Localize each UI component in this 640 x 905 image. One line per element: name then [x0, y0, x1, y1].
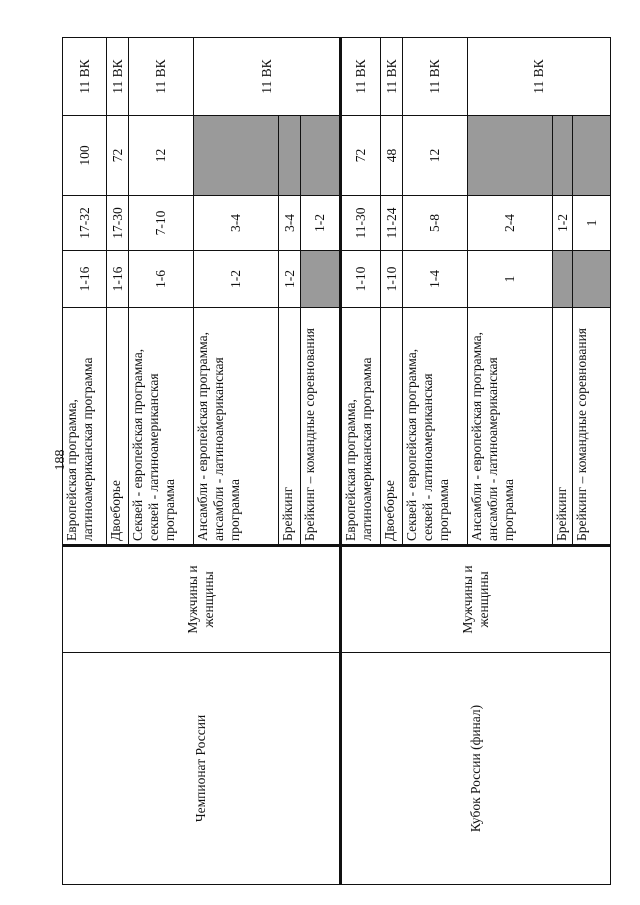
competition-name: Кубок России (финал): [341, 653, 611, 885]
rank: 11 ВК: [403, 38, 468, 116]
places-c2: 7-10: [129, 196, 194, 251]
quota: 72: [341, 116, 381, 196]
places-c1: [553, 251, 573, 308]
table-row: [341, 38, 381, 885]
quota: 12: [403, 116, 468, 196]
rank: 11 ВК: [381, 38, 403, 116]
quota: [194, 116, 279, 196]
discipline: Брейкинг: [553, 308, 573, 546]
places-c2: 3-4: [194, 196, 279, 251]
discipline: Европейская программа, латиноамериканская программа: [341, 308, 381, 546]
quota: 72: [107, 116, 129, 196]
quota: [573, 116, 611, 196]
discipline: Секвей - европейская программа, секвей - латиноамериканская программа: [403, 308, 468, 546]
places-c1: [301, 251, 341, 308]
discipline: Секвей - европейская программа, секвей - латиноамериканская программа: [129, 308, 194, 546]
rank: 11 ВК: [129, 38, 194, 116]
table-row: [63, 38, 107, 885]
places-c1: [573, 251, 611, 308]
places-c1: 1-10: [341, 251, 381, 308]
places-c2: 1: [573, 196, 611, 251]
places-c2: 17-30: [107, 196, 129, 251]
places-c1: 1-2: [279, 251, 301, 308]
quota: 12: [129, 116, 194, 196]
discipline: Европейская программа, латиноамериканская программа: [63, 308, 107, 546]
quota: [468, 116, 553, 196]
rank: 11 ВК: [468, 38, 611, 116]
discipline: Двоеборье: [381, 308, 403, 546]
quota: [553, 116, 573, 196]
places-c2: 3-4: [279, 196, 301, 251]
rotated-table-frame: [62, 38, 599, 885]
places-c1: 1-16: [107, 251, 129, 308]
places-c1: 1: [468, 251, 553, 308]
competition-name: Чемпионат России: [63, 653, 341, 885]
places-c1: 1-4: [403, 251, 468, 308]
rank: 11 ВК: [341, 38, 381, 116]
discipline: Брейкинг – командные соревнования: [573, 308, 611, 546]
discipline: Двоеборье: [107, 308, 129, 546]
places-c1: 1-16: [63, 251, 107, 308]
participant-group: Мужчины и женщины: [63, 546, 341, 653]
rank: 11 ВК: [63, 38, 107, 116]
places-c2: 2-4: [468, 196, 553, 251]
quota: 100: [63, 116, 107, 196]
places-c2: 11-30: [341, 196, 381, 251]
discipline: Брейкинг – командные соревнования: [301, 308, 341, 546]
participant-group: Мужчины и женщины: [341, 546, 611, 653]
places-c1: 1-2: [194, 251, 279, 308]
page-number: 188: [53, 449, 68, 471]
places-c2: 11-24: [381, 196, 403, 251]
rank: 11 ВК: [107, 38, 129, 116]
places-c1: 1-10: [381, 251, 403, 308]
places-c1: 1-6: [129, 251, 194, 308]
discipline: Ансамбли - европейская программа, ансамбли - латиноамериканская программа: [194, 308, 279, 546]
discipline: Брейкинг: [279, 308, 301, 546]
quota: [279, 116, 301, 196]
classification-table: [62, 37, 611, 885]
rank: 11 ВК: [194, 38, 341, 116]
discipline: Ансамбли - европейская программа, ансамбли - латиноамериканская программа: [468, 308, 553, 546]
quota: 48: [381, 116, 403, 196]
places-c2: 17-32: [63, 196, 107, 251]
places-c2: 1-2: [553, 196, 573, 251]
places-c2: 5-8: [403, 196, 468, 251]
quota: [301, 116, 341, 196]
places-c2: 1-2: [301, 196, 341, 251]
